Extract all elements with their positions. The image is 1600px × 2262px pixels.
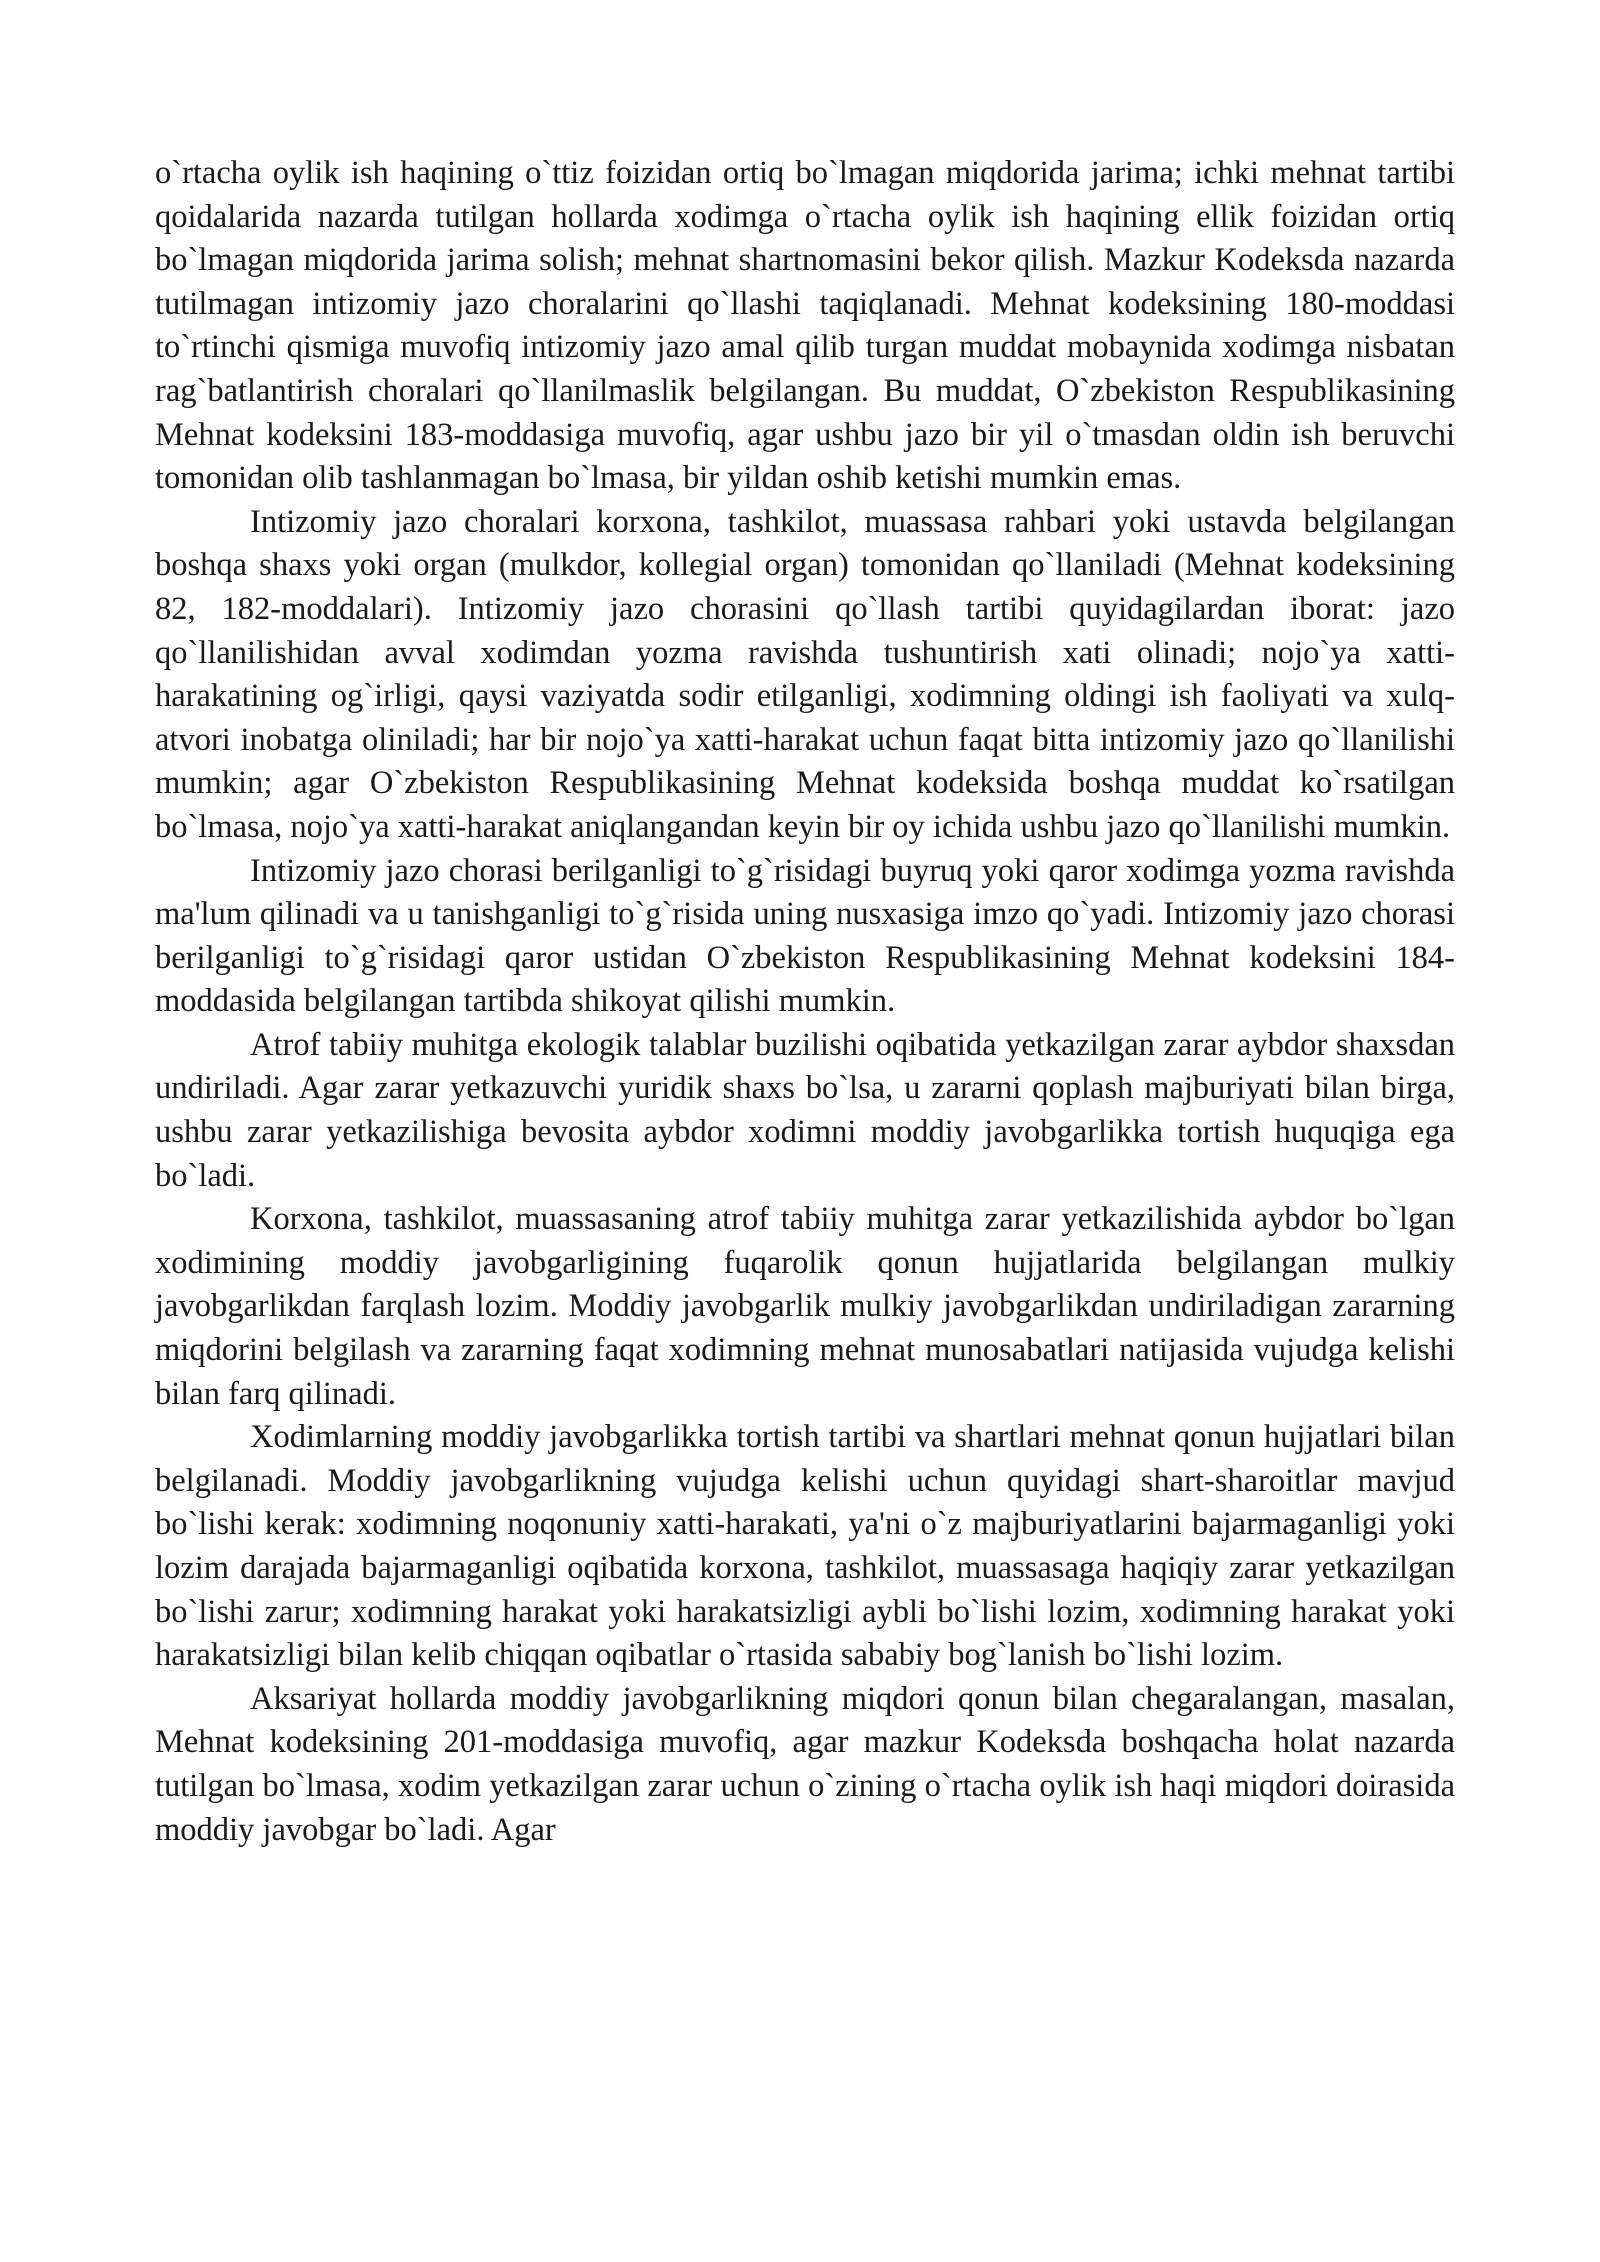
paragraph-2: Intizomiy jazo choralari korxona, tashkilot, muassasa rahbari yoki ustavda belgilangan boshqa shaxs yoki organ (mulkdor, kollegial organ) tomonidan qo`llaniladi (Mehnat kodeksining 82, 182-moddalari). Intizomiy jazo chorasini qo`llash tartibi quyidagilardan iborat: jazo qo`llanilishidan avval xodimdan yozma ravishda tushuntirish xati olinadi; nojo`ya xatti-harakatining og`irligi, qaysi vaziyatda sodir etilganligi, xodimning oldingi ish faoliyati va xulq-atvori inobatga oliniladi; har bir nojo`ya xatti-harakat uchun faqat bitta intizomiy jazo qo`llanilishi mumkin; agar O`zbekiston Respublikasining Mehnat kodeksida boshqa muddat ko`rsatilgan bo`lmasa, nojo`ya xatti-harakat aniqlangandan keyin bir oy ichida ushbu jazo qo`llanilishi mumkin. [155, 503, 1455, 845]
paragraph-3: Intizomiy jazo chorasi berilganligi to`g`risidagi buyruq yoki qaror xodimga yozma ravishda ma'lum qilinadi va u tanishganligi to`g`risida uning nusxasiga imzo qo`yadi. Intizomiy jazo chorasi berilganligi to`g`risidagi qaror ustidan O`zbekiston Respublikasining Mehnat kodeksini 184-moddasida belgilangan tartibda shikoyat qilishi mumkin. [155, 852, 1455, 1020]
paragraph-1: o`rtacha oylik ish haqining o`ttiz foizidan ortiq bo`lmagan miqdorida jarima; ichki mehnat tartibi qoidalarida nazarda tutilgan hollarda xodimga o`rtacha oylik ish haqining ellik foizidan ortiq bo`lmagan miqdorida jarima solish; mehnat shartnomasini bekor qilish. Mazkur Kodeksda nazarda tutilmagan intizomiy jazo choralarini qo`llashi taqiqlanadi. Mehnat kodeksining 180-moddasi to`rtinchi qismiga muvofiq intizomiy jazo amal qilib turgan muddat mobaynida xodimga nisbatan rag`batlantirish choralari qo`llanilmaslik belgilangan. Bu muddat, O`zbekiston Respublikasining Mehnat kodeksini 183-moddasiga muvofiq, agar ushbu jazo bir yil o`tmasdan oldin ish beruvchi tomonidan olib tashlanmagan bo`lmasa, bir yildan oshib ketishi mumkin emas. [155, 155, 1455, 497]
paragraph-6: Xodimlarning moddiy javobgarlikka tortish tartibi va shartlari mehnat qonun hujjatlari bilan belgilanadi. Moddiy javobgarlikning vujudga kelishi uchun quyidagi shart-sharoitlar mavjud bo`lishi kerak: xodimning noqonuniy xatti-harakati, ya'ni o`z majburiyatlarini bajarmaganligi yoki lozim darajada bajarmaganligi oqibatida korxona, tashkilot, muassasaga haqiqiy zarar yetkazilgan bo`lishi zarur; xodimning harakat yoki harakatsizligi aybli bo`lishi lozim, xodimning harakat yoki harakatsizligi bilan kelib chiqqan oqibatlar o`rtasida sababiy bog`lanish bo`lishi lozim. [155, 1419, 1455, 1674]
paragraph-7: Aksariyat hollarda moddiy javobgarlikning miqdori qonun bilan chegaralangan, masalan, Mehnat kodeksining 201-moddasiga muvofiq, agar mazkur Kodeksda boshqacha holat nazarda tutilgan bo`lmasa, xodim yetkazilgan zarar uchun o`zining o`rtacha oylik ish haqi miqdori doirasida moddiy javobgar bo`ladi. Agar [155, 1680, 1455, 1848]
paragraph-4: Atrof tabiiy muhitga ekologik talablar buzilishi oqibatida yetkazilgan zarar aybdor shaxsdan undiriladi. Agar zarar yetkazuvchi yuridik shaxs bo`lsa, u zararni qoplash majburiyati bilan birga, ushbu zarar yetkazilishiga bevosita aybdor xodimni moddiy javobgarlikka tortish huquqiga ega bo`ladi. [155, 1026, 1455, 1194]
document-page [155, 152, 1455, 1852]
paragraph-5: Korxona, tashkilot, muassasaning atrof tabiiy muhitga zarar yetkazilishida aybdor bo`lgan xodimining moddiy javobgarligining fuqarolik qonun hujjatlarida belgilangan mulkiy javobgarlikdan farqlash lozim. Moddiy javobgarlik mulkiy javobgarlikdan undiriladigan zararning miqdorini belgilash va zararning faqat xodimning mehnat munosabatlari natijasida vujudga kelishi bilan farq qilinadi. [155, 1201, 1455, 1412]
